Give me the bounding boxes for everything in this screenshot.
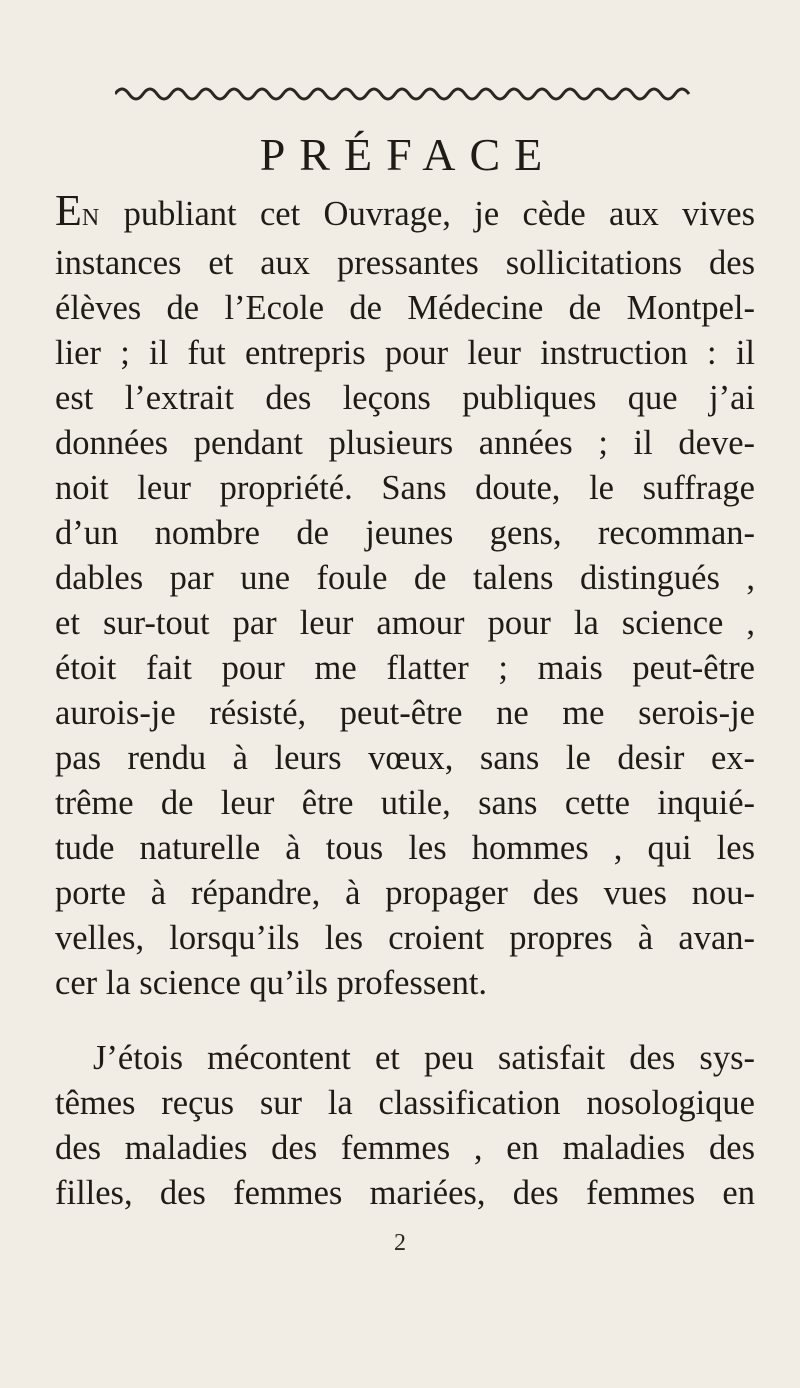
text-line: est l’extrait des leçons publiques que j’ai [55,379,755,417]
dropcap-letter: E [55,186,82,235]
text-line: données pendant plusieurs années ; il deve- [55,424,755,462]
text-line: tude naturelle à tous les hommes , qui les [55,829,755,867]
text-line: têmes reçus sur la classification nosologique [55,1084,755,1122]
wave-rule-ornament [115,78,695,108]
text-line: lier ; il fut entrepris pour leur instruction : il [55,334,755,372]
text-line: étoit fait pour me flatter ; mais peut-être [55,649,755,687]
text-line: et sur-tout par leur amour pour la science , [55,604,755,642]
text-line: J’étois mécontent et peu satisfait des sys- [93,1039,755,1077]
text-line: des maladies des femmes , en maladies des [55,1129,755,1167]
text-line: pas rendu à leurs vœux, sans le desir ex- [55,739,755,777]
text-line: cer la science qu’ils professent. [55,964,488,1002]
text-line: filles, des femmes mariées, des femmes en [55,1174,755,1212]
line-text: publiant cet Ouvrage, je cède aux vives [100,195,755,233]
text-line: instances et aux pressantes sollicitations des [55,244,755,282]
text-line: dables par une foule de talens distingués , [55,559,755,597]
text-line: d’un nombre de jeunes gens, recomman- [55,514,755,552]
text-line: trême de leur être utile, sans cette inquié- [55,784,755,822]
page-title: PRÉFACE [259,129,557,180]
dropcap-rest: N [81,205,101,231]
preface-paragraph-1 [55,186,755,1006]
text-line: porte à répandre, à propager des vues nou- [55,874,755,912]
preface-paragraph-2 [55,1036,755,1216]
text-line [55,186,755,241]
text-line: élèves de l’Ecole de Médecine de Montpel- [55,289,755,327]
text-line: aurois-je résisté, peut-être ne me serois-je [55,694,755,732]
text-line: noit leur propriété. Sans doute, le suffrage [55,469,755,507]
ornament-wave-line [115,89,689,99]
text-line: velles, lorsqu’ils les croient propres à avan- [55,919,755,957]
page-number: 2 [394,1230,406,1256]
